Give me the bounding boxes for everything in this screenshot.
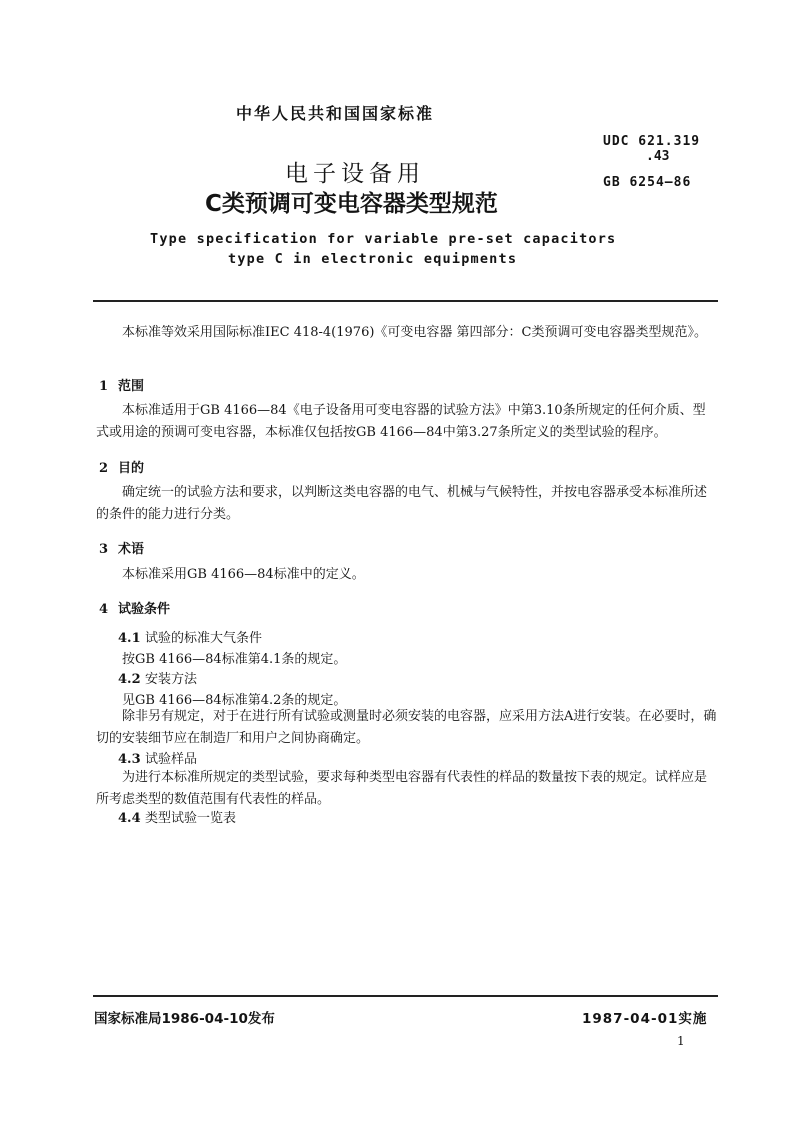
subsection-4-1-heading	[118, 627, 262, 646]
section-title: 试验条件	[118, 602, 171, 617]
subsection-4-2-heading	[118, 668, 197, 687]
subsection-4-3-heading	[118, 748, 197, 767]
section-title: 范围	[118, 379, 145, 394]
section-1-paragraph: 本标准适用于GB 4166—84《电子设备用可变电容器的试验方法》中第3.10条所规定的任何介质、型式或用途的预调可变电容器，本标准仅包括按GB 4166—84中第3.27条所定义的类型试验的程序。	[96, 403, 706, 440]
subsection-number: 4.1	[118, 631, 141, 646]
subsection-number: 4.3	[118, 752, 141, 767]
subsection-title: 安装方法	[145, 672, 198, 687]
section-number: 4	[99, 602, 109, 617]
section-2-paragraph: 确定统一的试验方法和要求，以判断这类电容器的电气、机械与气候特性，并按电容器承受本标准所述的条件的能力进行分类。	[96, 485, 708, 522]
footer-divider	[93, 995, 718, 997]
subsection-4-2-paragraph: 除非另有规定，对于在进行所有试验或测量时必须安装的电容器，应采用方法A进行安装。在必要时，确切的安装细节应在制造厂和用户之间协商确定。	[96, 709, 717, 746]
intro-paragraph: 本标准等效采用国际标准IEC 418-4(1976)《可变电容器 第四部分：C类预调可变电容器类型规范》。	[122, 325, 707, 340]
subsection-title: 类型试验一览表	[145, 811, 237, 826]
effective-date: 1987-04-01实施	[582, 1011, 708, 1027]
section-1-heading	[99, 375, 144, 394]
title-chinese-line-1: 电子设备用	[285, 161, 425, 187]
subsection-title: 试验的标准大气条件	[145, 631, 263, 646]
subsection-number: 4.4	[118, 811, 141, 826]
section-title: 术语	[118, 542, 145, 557]
section-number: 2	[99, 461, 109, 476]
section-3-heading	[99, 538, 144, 557]
title-chinese-line-2: C类预调可变电容器类型规范	[205, 191, 498, 217]
section-2-heading	[99, 457, 144, 476]
title-english-line-1: Type specification for variable pre-set capacitors	[150, 231, 617, 247]
national-standard-heading: 中华人民共和国国家标准	[236, 104, 435, 123]
gb-standard-code: GB 6254—86	[603, 175, 692, 190]
section-title: 目的	[118, 461, 145, 476]
subsection-4-4-heading	[118, 807, 236, 826]
udc-code: UDC 621.319	[603, 134, 701, 149]
subsection-4-2-text: 见GB 4166—84标准第4.2条的规定。	[122, 693, 347, 708]
header-divider	[93, 300, 718, 302]
section-number: 3	[99, 542, 109, 557]
page-number: 1	[677, 1034, 685, 1048]
title-english-line-2: type C in electronic equipments	[228, 251, 518, 267]
section-4-heading	[99, 598, 170, 617]
subsection-number: 4.2	[118, 672, 141, 687]
issue-date: 国家标准局1986-04-10发布	[94, 1011, 275, 1027]
section-number: 1	[99, 379, 109, 394]
subsection-4-1-text: 按GB 4166—84标准第4.1条的规定。	[122, 652, 347, 667]
subsection-4-3-paragraph: 为进行本标准所规定的类型试验，要求每种类型电容器有代表性的样品的数量按下表的规定。试样应是所考虑类型的数值范围有代表性的样品。	[96, 770, 708, 807]
subsection-title: 试验样品	[145, 752, 198, 767]
udc-code-suffix: .43	[646, 149, 670, 164]
section-3-paragraph: 本标准采用GB 4166—84标准中的定义。	[122, 567, 365, 582]
